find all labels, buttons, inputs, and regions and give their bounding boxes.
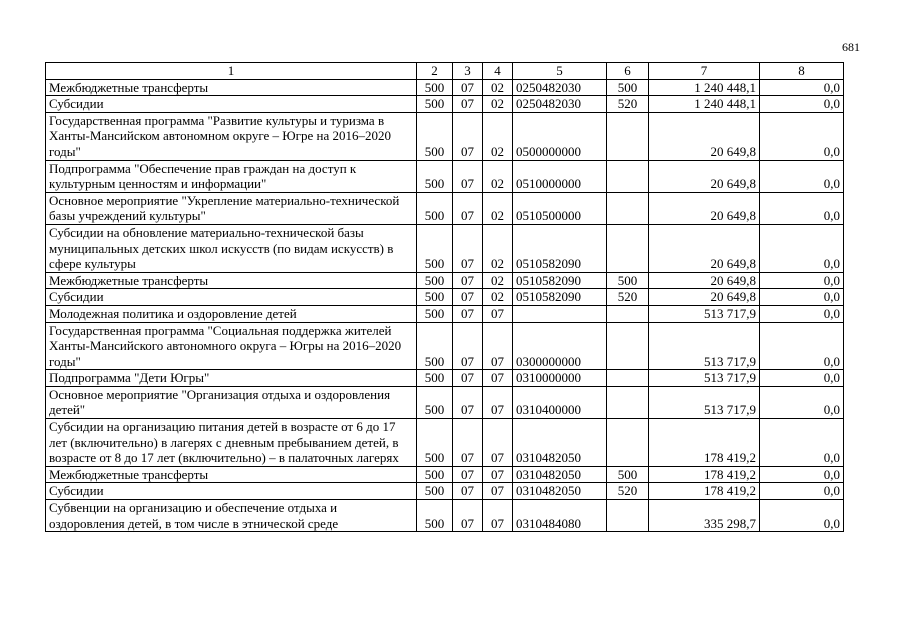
table-row [46,224,844,272]
table-header-row [46,63,844,80]
budget-table [45,62,844,532]
cell-code-5: 0310482050 [513,419,607,467]
column-header: 7 [649,63,760,80]
cell-amount-8: 0,0 [760,96,844,113]
cell-code-6 [607,322,649,370]
cell-code-2: 500 [417,79,453,96]
cell-code-2: 500 [417,192,453,224]
cell-amount-7: 513 717,9 [649,305,760,322]
cell-code-2: 500 [417,224,453,272]
column-header: 1 [46,63,417,80]
table-row [46,272,844,289]
cell-code-3: 07 [453,79,483,96]
cell-amount-8: 0,0 [760,79,844,96]
cell-name: Основное мероприятие "Укрепление материально-технической базы учреждений культуры" [46,192,417,224]
cell-name: Подпрограмма "Обеспечение прав граждан на доступ к культурным ценностям и информации" [46,160,417,192]
cell-code-5: 0510582090 [513,224,607,272]
cell-amount-7: 513 717,9 [649,370,760,387]
cell-code-3: 07 [453,419,483,467]
cell-code-3: 07 [453,500,483,532]
cell-code-4: 07 [483,305,513,322]
table-row [46,192,844,224]
cell-code-4: 07 [483,466,513,483]
cell-code-3: 07 [453,322,483,370]
cell-code-5: 0300000000 [513,322,607,370]
column-header: 8 [760,63,844,80]
cell-name: Субсидии на обновление материально-технической базы муниципальных детских школ искусств (по видам искусств) в сфере культуры [46,224,417,272]
cell-amount-8: 0,0 [760,322,844,370]
table-body [46,79,844,532]
table-row [46,466,844,483]
table-row [46,386,844,418]
cell-name: Субсидии на организацию питания детей в возрасте от 6 до 17 лет (включительно) в лагерях с дневным пребыванием детей, в возрасте от 8 до 17 лет (включительно) – в палаточных лагерях [46,419,417,467]
cell-amount-8: 0,0 [760,192,844,224]
cell-code-3: 07 [453,96,483,113]
cell-name: Подпрограмма "Дети Югры" [46,370,417,387]
table-row [46,419,844,467]
cell-code-4: 02 [483,192,513,224]
table-row [46,289,844,306]
cell-amount-7: 513 717,9 [649,322,760,370]
cell-code-5: 0250482030 [513,96,607,113]
cell-code-2: 500 [417,272,453,289]
column-header: 6 [607,63,649,80]
cell-code-4: 07 [483,500,513,532]
cell-amount-8: 0,0 [760,500,844,532]
cell-code-2: 500 [417,466,453,483]
cell-code-5: 0310482050 [513,483,607,500]
table-row [46,483,844,500]
page-number: 681 [842,40,860,54]
cell-code-5: 0510500000 [513,192,607,224]
table-row [46,79,844,96]
cell-code-2: 500 [417,500,453,532]
cell-name: Государственная программа "Социальная поддержка жителей Ханты-Мансийского автономного округа – Югры на 2016–2020 годы" [46,322,417,370]
cell-code-2: 500 [417,386,453,418]
cell-amount-8: 0,0 [760,483,844,500]
cell-amount-7: 20 649,8 [649,272,760,289]
cell-code-2: 500 [417,483,453,500]
cell-code-6 [607,305,649,322]
cell-name: Межбюджетные трансферты [46,79,417,96]
cell-code-3: 07 [453,466,483,483]
cell-code-4: 02 [483,224,513,272]
cell-name: Основное мероприятие "Организация отдыха и оздоровления детей" [46,386,417,418]
cell-code-4: 07 [483,386,513,418]
cell-amount-7: 20 649,8 [649,112,760,160]
cell-amount-8: 0,0 [760,419,844,467]
cell-code-2: 500 [417,289,453,306]
cell-name: Государственная программа "Развитие культуры и туризма в Ханты-Мансийском автономном округе – Югре на 2016–2020 годы" [46,112,417,160]
cell-code-6: 520 [607,96,649,113]
cell-code-2: 500 [417,322,453,370]
cell-code-3: 07 [453,305,483,322]
cell-code-6 [607,386,649,418]
cell-code-3: 07 [453,272,483,289]
cell-code-5: 0310484080 [513,500,607,532]
table-row [46,322,844,370]
cell-amount-8: 0,0 [760,370,844,387]
cell-amount-8: 0,0 [760,160,844,192]
cell-code-3: 07 [453,483,483,500]
column-header: 5 [513,63,607,80]
cell-amount-8: 0,0 [760,224,844,272]
cell-amount-7: 335 298,7 [649,500,760,532]
cell-code-6: 520 [607,289,649,306]
cell-amount-8: 0,0 [760,386,844,418]
cell-code-5: 0310000000 [513,370,607,387]
cell-code-6 [607,160,649,192]
cell-code-6: 500 [607,272,649,289]
cell-name: Межбюджетные трансферты [46,466,417,483]
cell-code-5: 0500000000 [513,112,607,160]
column-header: 4 [483,63,513,80]
table-row [46,112,844,160]
cell-code-5: 0310400000 [513,386,607,418]
table-row [46,500,844,532]
cell-code-2: 500 [417,419,453,467]
cell-code-5: 0310482050 [513,466,607,483]
cell-code-6 [607,192,649,224]
cell-code-6 [607,500,649,532]
cell-amount-7: 1 240 448,1 [649,96,760,113]
cell-code-4: 07 [483,419,513,467]
cell-code-5: 0250482030 [513,79,607,96]
table-row [46,305,844,322]
table-row [46,160,844,192]
cell-name: Субсидии [46,96,417,113]
table-row [46,96,844,113]
cell-code-4: 02 [483,112,513,160]
cell-amount-7: 178 419,2 [649,483,760,500]
cell-code-2: 500 [417,112,453,160]
cell-code-4: 07 [483,322,513,370]
cell-amount-7: 178 419,2 [649,466,760,483]
cell-amount-7: 20 649,8 [649,224,760,272]
cell-name: Молодежная политика и оздоровление детей [46,305,417,322]
cell-code-3: 07 [453,289,483,306]
cell-amount-7: 513 717,9 [649,386,760,418]
cell-name: Субсидии [46,483,417,500]
cell-name: Субвенции на организацию и обеспечение отдыха и оздоровления детей, в том числе в этнической среде [46,500,417,532]
cell-name: Межбюджетные трансферты [46,272,417,289]
cell-code-5: 0510582090 [513,289,607,306]
cell-code-6 [607,370,649,387]
table-row [46,370,844,387]
cell-code-6: 520 [607,483,649,500]
cell-code-3: 07 [453,386,483,418]
cell-amount-8: 0,0 [760,305,844,322]
cell-amount-8: 0,0 [760,289,844,306]
cell-code-5: 0510582090 [513,272,607,289]
cell-code-3: 07 [453,370,483,387]
cell-amount-7: 20 649,8 [649,289,760,306]
cell-code-2: 500 [417,96,453,113]
cell-code-3: 07 [453,192,483,224]
cell-code-3: 07 [453,224,483,272]
cell-code-4: 02 [483,79,513,96]
column-header: 2 [417,63,453,80]
cell-code-6: 500 [607,466,649,483]
cell-code-4: 07 [483,370,513,387]
cell-amount-8: 0,0 [760,112,844,160]
cell-amount-8: 0,0 [760,272,844,289]
cell-code-6 [607,112,649,160]
cell-code-4: 07 [483,483,513,500]
cell-code-2: 500 [417,305,453,322]
cell-code-4: 02 [483,160,513,192]
cell-code-2: 500 [417,160,453,192]
cell-code-5: 0510000000 [513,160,607,192]
cell-code-4: 02 [483,96,513,113]
cell-code-6: 500 [607,79,649,96]
cell-amount-7: 20 649,8 [649,192,760,224]
cell-code-4: 02 [483,272,513,289]
column-header: 3 [453,63,483,80]
cell-code-5 [513,305,607,322]
cell-amount-8: 0,0 [760,466,844,483]
cell-amount-7: 20 649,8 [649,160,760,192]
cell-code-6 [607,224,649,272]
cell-code-4: 02 [483,289,513,306]
cell-code-6 [607,419,649,467]
cell-amount-7: 1 240 448,1 [649,79,760,96]
cell-amount-7: 178 419,2 [649,419,760,467]
cell-name: Субсидии [46,289,417,306]
cell-code-3: 07 [453,112,483,160]
cell-code-2: 500 [417,370,453,387]
cell-code-3: 07 [453,160,483,192]
